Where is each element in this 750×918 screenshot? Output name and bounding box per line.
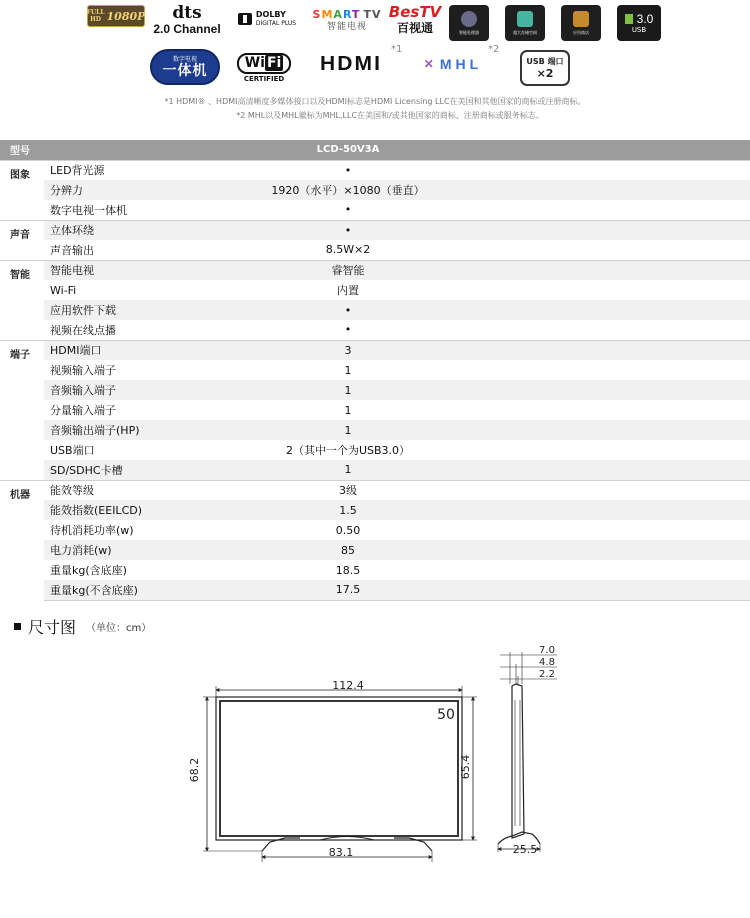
spec-label: 音频输出端子(HP)	[44, 420, 151, 440]
spec-label: 重量kg(不含底座)	[44, 580, 151, 600]
spec-value: •	[344, 203, 352, 217]
spec-value: 8.5W×2	[325, 243, 371, 257]
spec-value: 1	[151, 380, 750, 400]
spec-value: 内置	[337, 284, 359, 297]
usb-version: 3.0	[625, 12, 654, 26]
smart-tv-cn: 智能电视	[326, 21, 367, 32]
bestv-brand: BesTV	[388, 3, 442, 21]
spec-category: 声音	[0, 220, 44, 260]
dtv-line1: 数字电视	[172, 55, 197, 63]
depth-thin-label: 2.2	[539, 669, 555, 680]
wifi-word: Wi Fi	[237, 53, 292, 74]
smart-tv-word: SMART TV	[312, 7, 382, 21]
spec-label: LED背光源	[44, 160, 151, 180]
dts-brand: dts	[172, 2, 202, 23]
resolution-text: 1080P	[106, 9, 146, 23]
spec-label: 智能电视	[44, 260, 151, 280]
dolby-line1: DOLBY	[255, 10, 286, 19]
model-header-label: 型号	[0, 140, 151, 160]
overall-width-label: 112.4	[332, 679, 364, 692]
spec-value: 1	[344, 363, 352, 377]
spec-label: 音频输入端子	[44, 380, 151, 400]
spec-value: 睿智能	[151, 260, 750, 280]
spec-value: 18.5	[335, 563, 361, 577]
tv-outline	[216, 697, 462, 840]
dimension-title: 尺寸图	[28, 617, 77, 637]
spec-value: 1	[151, 460, 750, 480]
spec-value: 1	[151, 420, 750, 440]
spec-value: 3	[151, 340, 750, 360]
spec-label: 分量输入端子	[50, 404, 116, 417]
spec-value: 2（其中一个为USB3.0）	[285, 444, 411, 457]
front-view	[203, 686, 477, 862]
screen-size-label: 50	[437, 707, 455, 723]
wifi-certified: CERTIFIED	[243, 74, 285, 83]
mhl-icon: ✕	[423, 57, 438, 71]
mhl-text: MHL	[439, 56, 483, 72]
full-hd-text: FULL HD	[86, 9, 105, 23]
spec-value: 0.50	[335, 523, 361, 537]
depth-top-label: 7.0	[539, 645, 555, 656]
spec-value: 17.5	[151, 580, 750, 600]
hdmi-logo: HDMI	[319, 52, 383, 75]
usbx2-line2: ×2	[536, 66, 554, 80]
mhl-footnote-mark: *2	[488, 44, 500, 55]
spec-category: 机器	[0, 480, 44, 600]
spec-label: 分辨力	[44, 180, 151, 200]
spec-value: •	[151, 160, 750, 180]
spec-label: 立体环绕	[44, 220, 151, 240]
spec-label: 视频在线点播	[50, 323, 116, 337]
spec-label: 能效指数(EEILCD)	[44, 500, 151, 520]
spec-label: 数字电视一体机	[50, 203, 127, 217]
spec-label: 重量kg(含底座)	[50, 564, 127, 577]
bestv-cn: 百视通	[396, 21, 433, 35]
spec-value: 1	[344, 403, 352, 417]
spec-value: •	[151, 300, 750, 320]
hdmi-footnote-mark: *1	[391, 44, 403, 55]
dimension-unit: （单位：cm）	[86, 622, 152, 634]
stand-depth-label: 25.5	[512, 843, 538, 856]
spec-label: 声音输出	[50, 243, 94, 257]
spec-label: 能效等级	[44, 480, 151, 500]
spec-category: 智能	[0, 260, 44, 340]
stand-width-label: 83.1	[328, 846, 354, 859]
cpu-caption: 智能处理器	[459, 30, 479, 35]
spec-label: 电力消耗(w)	[44, 540, 151, 560]
spec-category: 端子	[0, 340, 44, 480]
usbx2-line1: USB 端口	[526, 56, 564, 66]
tv-screen	[220, 701, 458, 836]
spec-label: 待机消耗功率(w)	[50, 524, 134, 537]
tv-side-profile	[512, 684, 524, 838]
spec-value: 1920（水平）×1080（垂直）	[151, 180, 750, 200]
panel-height-label: 65.4	[459, 754, 472, 780]
spec-label: SD/SDHC卡槽	[44, 460, 151, 480]
depth-mid-label: 4.8	[539, 657, 555, 668]
dts-channel: 2.0 Channel	[153, 21, 221, 36]
spec-category: 图象	[0, 160, 44, 220]
spec-label: 视频输入端子	[50, 364, 116, 377]
apk-caption: 应用商店	[573, 30, 589, 35]
model-name: LCD-50V3A	[151, 140, 750, 160]
spec-label: HDMI端口	[44, 340, 151, 360]
side-view	[498, 652, 557, 852]
spec-value: 3级	[151, 480, 750, 500]
spec-label: Wi-Fi	[50, 283, 77, 297]
dolby-line2: DIGITAL PLUS	[255, 20, 297, 27]
spec-value: 1.5	[151, 500, 750, 520]
footnote-mhl: *2 MHL以及MHL徽标为MHL,LLC在美国和/或其他国家的商标、注册商标或服务标志。	[236, 111, 544, 120]
spec-value: 85	[151, 540, 750, 560]
footnote-hdmi: *1 HDMI® 、HDMI高清晰度多媒体接口以及HDMI标志是HDMI Licensing LLC在美国和其他国家的商标或注册商标。	[164, 97, 586, 106]
storage-caption: 超大存储空间	[513, 30, 537, 35]
overall-height-label: 68.2	[188, 757, 201, 783]
spec-value: •	[344, 323, 352, 337]
spec-value: •	[151, 220, 750, 240]
usb-label: USB	[631, 25, 647, 34]
spec-label: USB端口	[50, 444, 95, 457]
spec-label: 应用软件下载	[44, 300, 151, 320]
dtv-line2: 一体机	[162, 62, 208, 79]
